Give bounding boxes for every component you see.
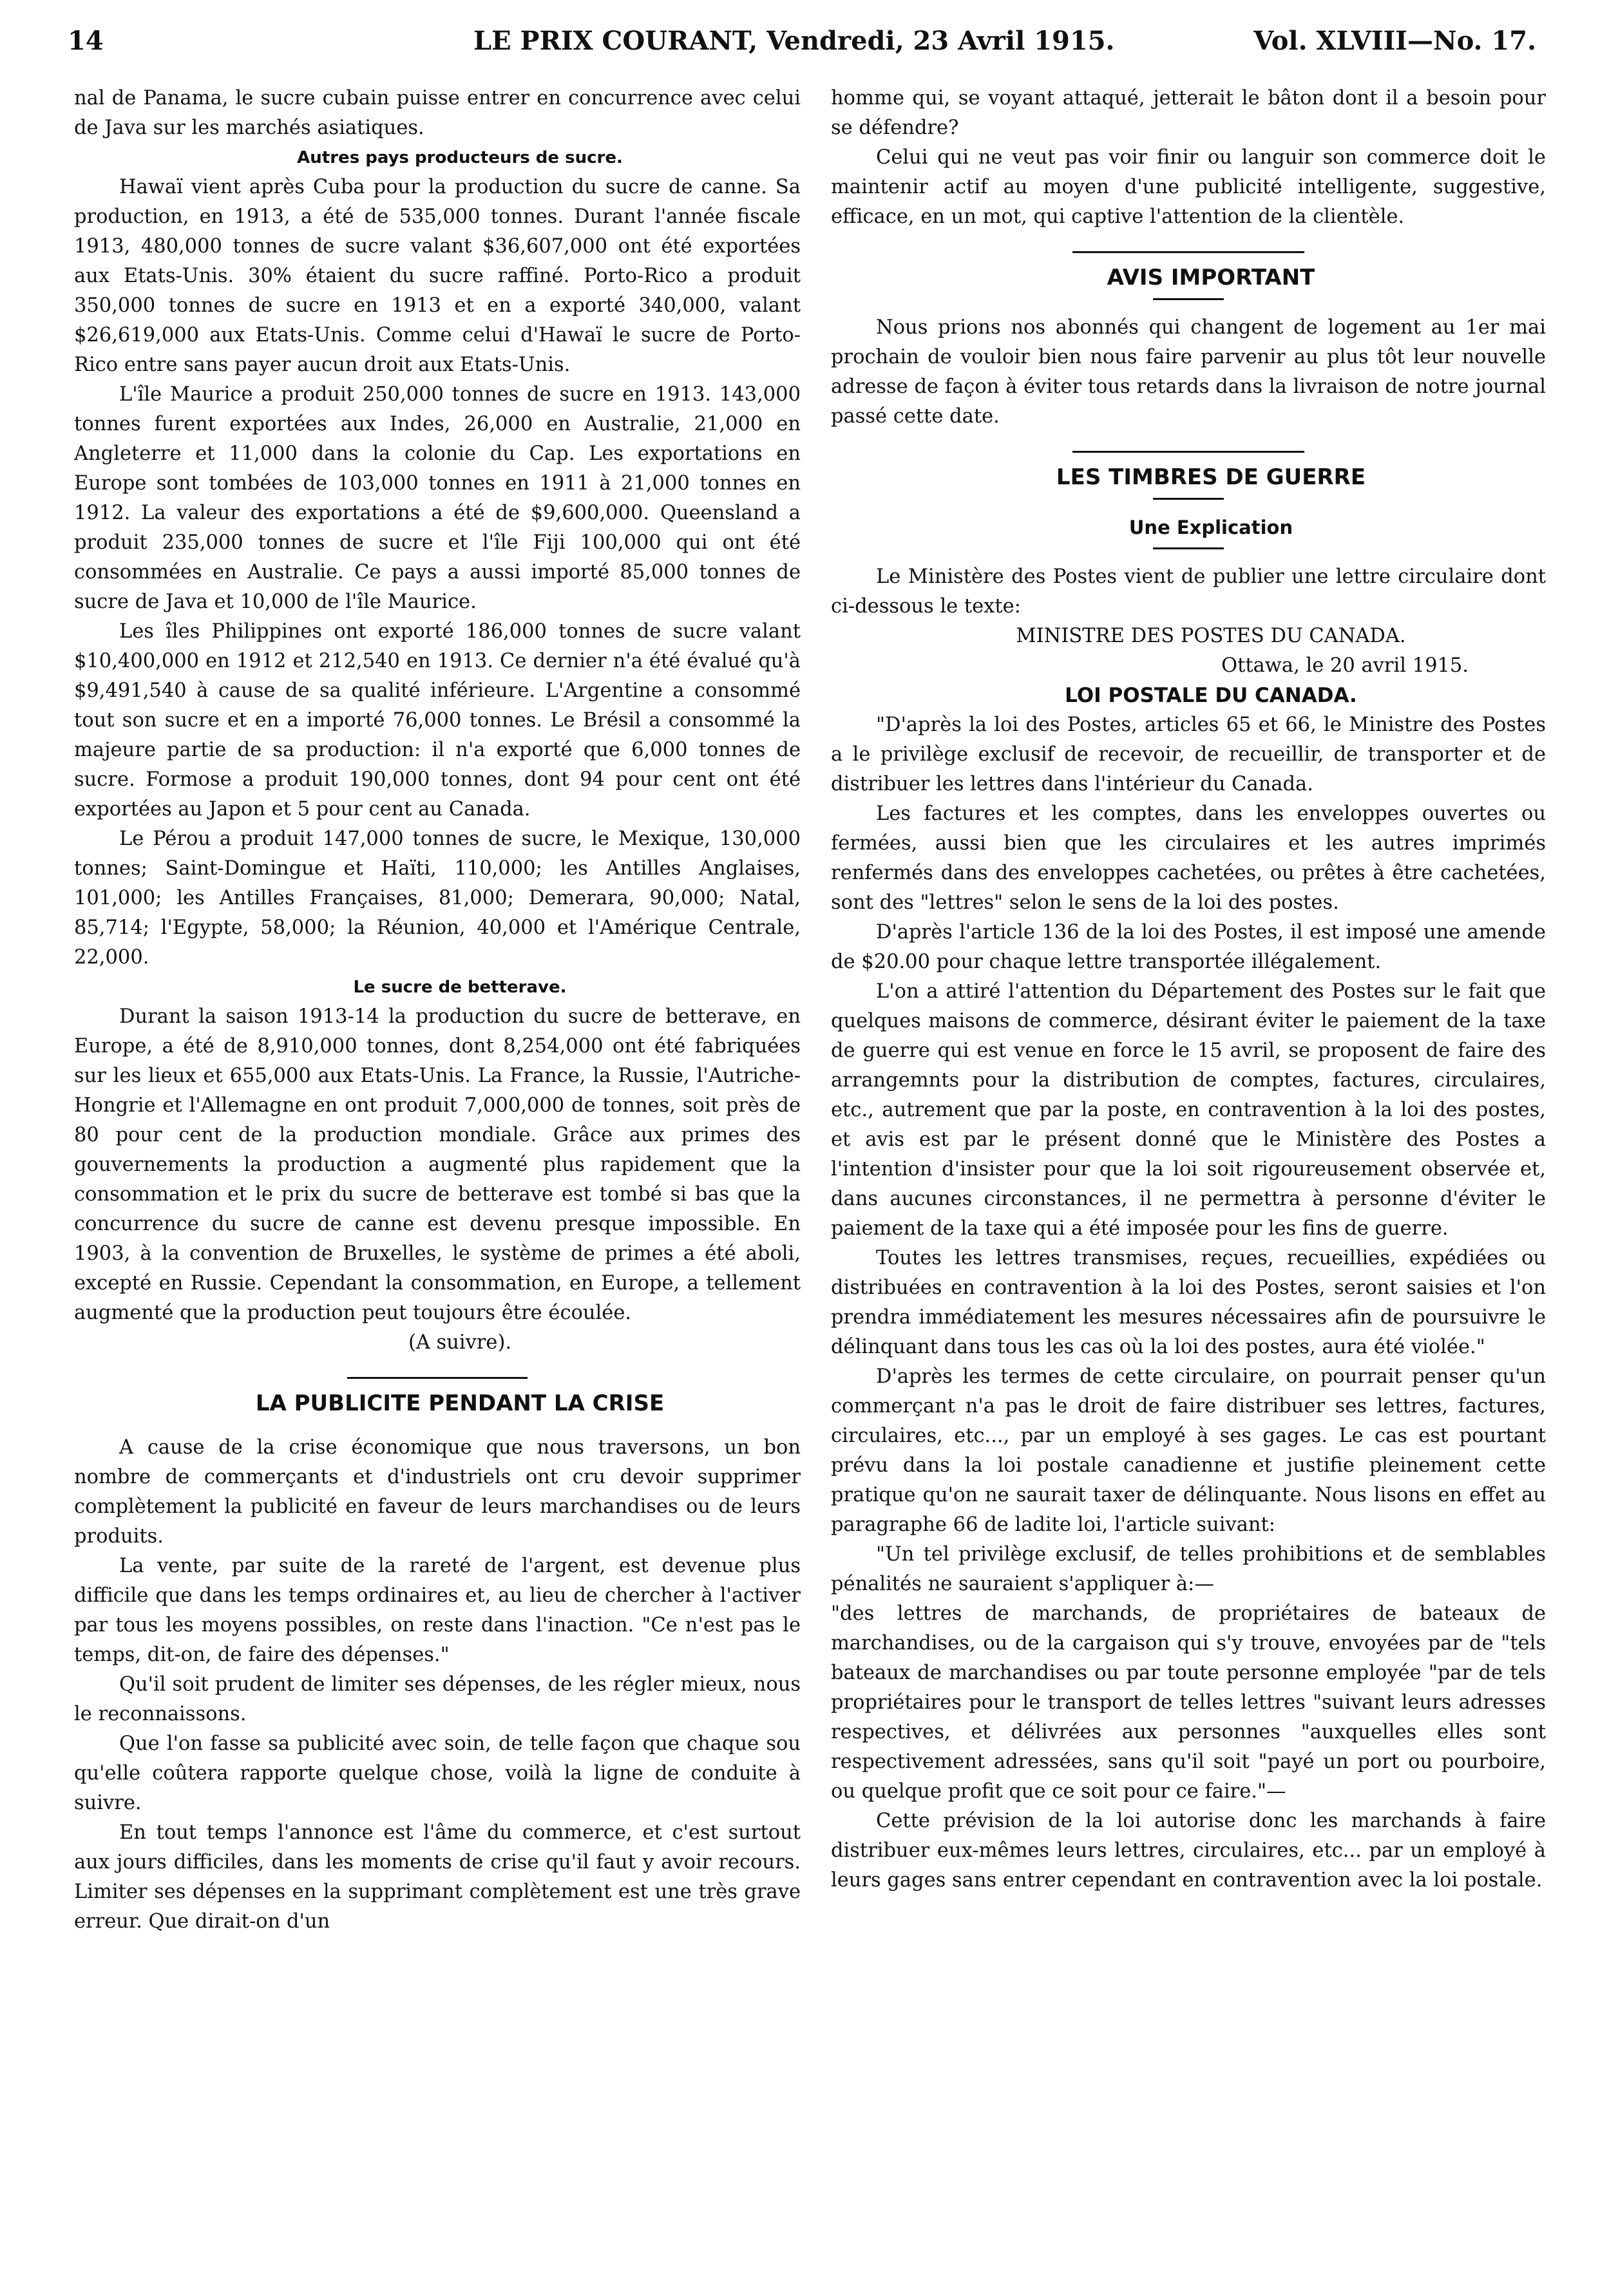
- article-paragraph: Toutes les lettres transmises, reçues, recueillies, expédiées ou distribuées en contravention à la loi des Postes, seront saisies et l'on prendra immédiatement les mesures nécessaires afin de poursuivre le délinquant dans tous les cas où la loi des postes, aura été violée.": [831, 1247, 1546, 1358]
- article-paragraph: "D'après la loi des Postes, articles 65 et 66, le Ministre des Postes a le privilège exclusif de recevoir, de recueillir, de transporter et de distribuer les lettres dans l'intérieur du Canada.: [831, 714, 1546, 795]
- article-paragraph: Hawaï vient après Cuba pour la production du sucre de canne. Sa production, en 1913, a été de 535,000 tonnes. Durant l'année fiscale 1913, 480,000 tonnes de sucre valant $36,607,000 ont été exportées aux Etats-Unis. 30% étaient du sucre raffiné. Porto-Rico a produit 350,000 tonnes de sucre en 1913 et en a exporté 340,000, valant $26,619,000 aux Etats-Unis. Comme celui d'Hawaï le sucre de Porto-Rico entre sans payer aucun droit aux Etats-Unis.: [74, 176, 801, 376]
- article-paragraph: L'on a attiré l'attention du Département des Postes sur le fait que quelques maisons de commerce, désirant éviter le paiement de la taxe de guerre qui est venue en force le 15 avril, se proposent de faire des arrangemnts pour la distribution de comptes, factures, circulaires, etc., autrement que par la poste, en contravention à la loi des postes, et avis est par le présent donné que le Ministère des Postes a l'intention d'insister pour que la loi soit rigoureusement observée et, dans aucunes circonstances, il ne permettra à personne d'éviter le paiement de la taxe qui a été imposée pour les fins de guerre.: [831, 980, 1546, 1240]
- right-column: [831, 84, 1546, 1895]
- notice-paragraph: Nous prions nos abonnés qui changent de logement au 1er mai prochain de vouloir bien nous faire parvenir au plus tôt leur nouvelle adresse de façon à éviter tous retards dans la livraison de notre journal passé cette date.: [831, 316, 1546, 428]
- left-column: [74, 84, 801, 1937]
- article-paragraph: L'île Maurice a produit 250,000 tonnes de sucre en 1913. 143,000 tonnes furent exportées aux Indes, 26,000 en Australie, 21,000 en Angleterre et 11,000 dans la colonie du Cap. Les exportations en Europe sont tombées de 103,000 tonnes en 1911 à 21,000 tonnes en 1912. La valeur des exportations a été de $9,600,000. Queensland a produit 235,000 tonnes de sucre et l'île Fiji 100,000 qui ont été consommées en Australie. Ce pays a aussi importé 85,000 tonnes de sucre de Java et 10,000 de l'île Maurice.: [74, 383, 801, 613]
- article-paragraph: A cause de la crise économique que nous traversons, un bon nombre de commerçants et d'industriels ont cru devoir supprimer complètement la publicité en faveur de leurs marchandises ou de leurs produits.: [74, 1436, 801, 1548]
- law-quotation: [831, 1540, 1546, 1807]
- article-paragraph: Que l'on fasse sa publicité avec soin, de telle façon que chaque sou qu'elle coûtera rapporte quelque chose, voilà la ligne de conduite à suivre.: [74, 1732, 801, 1814]
- ministry-line: MINISTRE DES POSTES DU CANADA.: [1016, 625, 1406, 647]
- divider-rule: [1153, 298, 1224, 300]
- article-paragraph: Cette prévision de la loi autorise donc les marchands à faire distribuer eux-mêmes leurs lettres, circulaires, etc... par un employé à leurs gages sans entrer cependant en contravention avec la loi postale.: [831, 1810, 1546, 1892]
- article-headline: LES TIMBRES DE GUERRE: [1056, 464, 1366, 490]
- article-paragraph: nal de Panama, le sucre cubain puisse entrer en concurrence avec celui de Java sur les marchés asiatiques.: [74, 87, 801, 139]
- to-be-continued: (A suivre).: [408, 1331, 512, 1354]
- quote-paragraph: "des lettres de marchands, de propriétaires de bateaux de marchandises, ou de la cargaison qui s'y trouve, envoyées par de "tels bateaux de marchandises ou par toute personne employée "par de tels propriétaires pour le transport de telles lettres "suivant leurs adresses respectives, et délivrées aux personnes "auxquelles elles sont respectivement adressées, sans qu'il soit "payé un port ou pourboire, ou quelque profit que ce soit pour ce faire."—: [831, 1602, 1546, 1803]
- section-subheading: Le sucre de betterave.: [353, 978, 567, 997]
- masthead: LE PRIX COURANT, Vendredi, 23 Avril 1915.: [473, 26, 1115, 56]
- divider-rule: [1072, 451, 1304, 453]
- article-headline: LA PUBLICITE PENDANT LA CRISE: [255, 1390, 665, 1416]
- divider-rule: [1153, 498, 1224, 500]
- page-header: [68, 26, 1536, 62]
- page-number: 14: [68, 26, 104, 56]
- notice-headline: AVIS IMPORTANT: [1107, 265, 1315, 290]
- divider-rule: [1153, 547, 1224, 549]
- article-paragraph: D'après les termes de cette circulaire, on pourrait penser qu'un commerçant n'a pas le droit de faire distribuer ses lettres, factures, circulaires, etc..., par un employé à ses gages. Le cas est pourtant prévu dans la loi postale canadienne et justifie pleinement cette pratique qu'on ne saurait taxer de délinquante. Nous lisons en effet au paragraphe 66 de ladite loi, l'article suivant:: [831, 1365, 1546, 1536]
- spacer: [74, 1419, 801, 1433]
- article-paragraph: homme qui, se voyant attaqué, jetterait le bâton dont il a besoin pour se défendre?: [831, 87, 1546, 139]
- article-paragraph: La vente, par suite de la rareté de l'argent, est devenue plus difficile que dans les temps ordinaires et, au lieu de chercher à l'activer par tous les moyens possibles, on reste dans l'inaction. "Ce n'est pas le temps, dit-on, de faire des dépenses.": [74, 1555, 801, 1666]
- quote-paragraph: "Un tel privilège exclusif, de telles prohibitions et de semblables pénalités ne sauraient s'appliquer à:—: [831, 1543, 1546, 1595]
- divider-rule: [347, 1377, 528, 1379]
- article-paragraph: Le Pérou a produit 147,000 tonnes de sucre, le Mexique, 130,000 tonnes; Saint-Domingue et Haïti, 110,000; les Antilles Anglaises, 101,000; les Antilles Françaises, 81,000; Demerara, 90,000; Natal, 85,714; l'Egypte, 58,000; la Réunion, 40,000 et l'Amérique Centrale, 22,000.: [74, 828, 801, 969]
- article-paragraph: Durant la saison 1913-14 la production du sucre de betterave, en Europe, a été de 8,910,000 tonnes, dont 8,254,000 ont été fabriquées sur les lieux et 655,000 aux Etats-Unis. La France, la Russie, l'Autriche-Hongrie et l'Allemagne en ont produit 7,000,000 de tonnes, soit près de 80 pour cent de la production mondiale. Grâce aux primes des gouvernements la production a augmenté plus rapidement que la consommation et le prix du sucre de betterave est tombé si bas que la concurrence du sucre de canne est devenu presque impossible. En 1903, à la convention de Bruxelles, le système de primes a été aboli, excepté en Russie. Cependant la consommation, en Europe, a tellement augmenté que la production peut toujours être écoulée.: [74, 1005, 801, 1324]
- law-title: LOI POSTALE DU CANADA.: [1065, 684, 1357, 707]
- article-paragraph: En tout temps l'annonce est l'âme du commerce, et c'est surtout aux jours difficiles, dans les moments de crise qu'il faut y avoir recours. Limiter ses dépenses en la supprimant complètement est une très grave erreur. Que dirait-on d'un: [74, 1821, 801, 1933]
- article-paragraph: Les îles Philippines ont exporté 186,000 tonnes de sucre valant $10,400,000 en 1912 et 212,540 en 1913. Ce dernier n'a été évalué qu'à $9,491,540 à cause de sa qualité inférieure. L'Argentine a consommé tout son sucre et en a importé 76,000 tonnes. Le Brésil a consommé la majeure partie de sa production: il n'a exporté que 6,000 tonnes de sucre. Formose a produit 190,000 tonnes, dont 94 pour cent ont été exportées au Japon et 5 pour cent au Canada.: [74, 620, 801, 821]
- dateline: Ottawa, le 20 avril 1915.: [1221, 654, 1469, 677]
- divider-rule: [1072, 251, 1304, 253]
- volume-info: Vol. XLVIII—No. 17.: [1253, 26, 1536, 56]
- article-subheading: Une Explication: [1128, 517, 1293, 538]
- article-paragraph: Les factures et les comptes, dans les enveloppes ouvertes ou fermées, aussi bien que les circulaires et les autres imprimés renfermés dans des enveloppes cachetées, ou prêtes à être cachetées, sont des "lettres" selon le sens de la loi des postes.: [831, 802, 1546, 914]
- article-paragraph: Qu'il soit prudent de limiter ses dépenses, de les régler mieux, nous le reconnaissons.: [74, 1673, 801, 1725]
- article-paragraph: D'après l'article 136 de la loi des Postes, il est imposé une amende de $20.00 pour chaque lettre transportée illégalement.: [831, 921, 1546, 973]
- article-paragraph: Celui qui ne veut pas voir finir ou languir son commerce doit le maintenir actif au moyen d'une publicité intelligente, suggestive, efficace, en un mot, qui captive l'attention de la clientèle.: [831, 146, 1546, 228]
- section-subheading: Autres pays producteurs de sucre.: [297, 148, 623, 167]
- article-paragraph: Le Ministère des Postes vient de publier une lettre circulaire dont ci-dessous le texte:: [831, 565, 1546, 618]
